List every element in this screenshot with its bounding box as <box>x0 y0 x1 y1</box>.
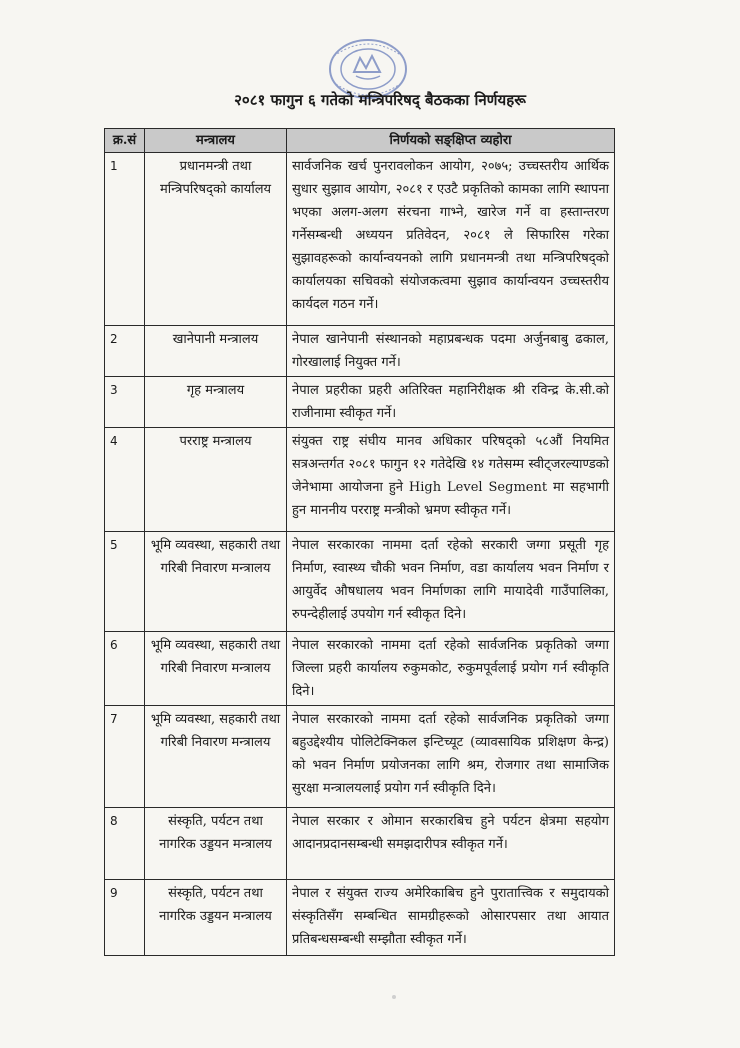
table-row <box>105 808 615 880</box>
column-header-decision: निर्णयको सङ्क्षिप्त व्यहोरा <box>287 129 615 153</box>
decision-text: नेपाल प्रहरीका प्रहरी अतिरिक्त महानिरीक्षक श्री रविन्द्र के.सी.को राजीनामा स्वीकृत गर्ने। <box>287 377 615 428</box>
ministry-name: संस्कृति, पर्यटन तथा नागरिक उड्डयन मन्त्रालय <box>145 808 287 880</box>
ministry-name: गृह मन्त्रालय <box>145 377 287 428</box>
ministry-name: भूमि व्यवस्था, सहकारी तथा गरिबी निवारण मन्त्रालय <box>145 632 287 706</box>
decision-text: नेपाल खानेपानी संस्थानको महाप्रबन्धक पदमा अर्जुनबाबु ढकाल, गोरखालाई नियुक्त गर्ने। <box>287 326 615 377</box>
serial-number: 6 <box>105 632 145 706</box>
column-header-ministry: मन्त्रालय <box>145 129 287 153</box>
table-row <box>105 326 615 377</box>
ministry-name: प्रधानमन्त्री तथा मन्त्रिपरिषद्को कार्यालय <box>145 153 287 326</box>
serial-number: 8 <box>105 808 145 880</box>
page-title: २०८१ फागुन ६ गतेको मन्त्रिपरिषद् बैठकका निर्णयहरू <box>234 91 526 109</box>
decisions-table <box>104 128 615 956</box>
table-row <box>105 706 615 808</box>
table-row <box>105 880 615 956</box>
serial-number: 3 <box>105 377 145 428</box>
decision-text: नेपाल र संयुक्त राज्य अमेरिकाबिच हुने पुरातात्त्विक र समुदायको संस्कृतिसँग सम्बन्धित सामग्रीहरूको ओसारपसार तथा आयात प्रतिबन्धसम्बन्धी सम्झौता स्वीकृत गर्ने। <box>287 880 615 956</box>
ministry-name: संस्कृति, पर्यटन तथा नागरिक उड्डयन मन्त्रालय <box>145 880 287 956</box>
ministry-name: भूमि व्यवस्था, सहकारी तथा गरिबी निवारण मन्त्रालय <box>145 706 287 808</box>
decision-text: नेपाल सरकार र ओमान सरकारबिच हुने पर्यटन क्षेत्रमा सहयोग आदानप्रदानसम्बन्धी समझदारीपत्र स्वीकृत गर्ने। <box>287 808 615 880</box>
serial-number: 4 <box>105 428 145 532</box>
column-header-serial: क्र.सं <box>105 129 145 153</box>
ministry-name: भूमि व्यवस्था, सहकारी तथा गरिबी निवारण मन्त्रालय <box>145 532 287 632</box>
serial-number: 7 <box>105 706 145 808</box>
decision-text: नेपाल सरकारको नाममा दर्ता रहेको सार्वजनिक प्रकृतिको जग्गा जिल्ला प्रहरी कार्यालय रुकुमकोट, रुकुमपूर्वलाई प्रयोग गर्न स्वीकृति दिने। <box>287 632 615 706</box>
serial-number: 1 <box>105 153 145 326</box>
serial-number: 5 <box>105 532 145 632</box>
table-row <box>105 377 615 428</box>
decision-text: संयुक्त राष्ट्र संघीय मानव अधिकार परिषद्को ५८औं नियमित सत्रअन्तर्गत २०८१ फागुन १२ गतेदेखि १४ गतेसम्म स्वीट्जरल्याण्डको जेनेभामा आयोजना हुने High Level Segment मा सहभागी हुन माननीय परराष्ट्र मन्त्रीको भ्रमण स्वीकृत गर्ने। <box>287 428 615 532</box>
table-row <box>105 532 615 632</box>
serial-number: 9 <box>105 880 145 956</box>
table-row <box>105 632 615 706</box>
decision-text: नेपाल सरकारका नाममा दर्ता रहेको सरकारी जग्गा प्रसूती गृह निर्माण, स्वास्थ्य चौकी भवन निर्माण, वडा कार्यालय भवन निर्माण र आयुर्वेद औषधालय भवन निर्माणका लागि मायादेवी गाउँपालिका, रुपन्देहीलाई उपयोग गर्न स्वीकृत दिने। <box>287 532 615 632</box>
decision-text: नेपाल सरकारको नाममा दर्ता रहेको सार्वजनिक प्रकृतिको जग्गा बहुउद्देश्यीय पोलिटेक्निकल इन्टिच्यूट (व्यावसायिक प्रशिक्षण केन्द्र) को भवन निर्माण प्रयोजनका लागि श्रम, रोजगार तथा सामाजिक सुरक्षा मन्त्रालयलाई प्रयोग गर्न स्वीकृति दिने। <box>287 706 615 808</box>
page-mark <box>392 995 396 999</box>
serial-number: 2 <box>105 326 145 377</box>
table-row <box>105 428 615 532</box>
decision-text: सार्वजनिक खर्च पुनरावलोकन आयोग, २०७५; उच्चस्तरीय आर्थिक सुधार सुझाव आयोग, २०८१ र एउटै प्रकृतिको कामका लागि स्थापना भएका अलग-अलग संरचना गाभ्ने, खारेज गर्ने वा हस्तान्तरण गर्नेसम्बन्धी अध्ययन प्रतिवेदन, २०८१ ले सिफारिस गरेका सुझावहरूको कार्यान्वयनको लागि प्रधानमन्त्री तथा मन्त्रिपरिषद्को कार्यालयका सचिवको संयोजकत्वमा सुझाव कार्यान्वयन उच्चस्तरीय कार्यदल गठन गर्ने। <box>287 153 615 326</box>
table-row <box>105 153 615 326</box>
table-header-row <box>105 129 615 153</box>
ministry-name: परराष्ट्र मन्त्रालय <box>145 428 287 532</box>
ministry-name: खानेपानी मन्त्रालय <box>145 326 287 377</box>
